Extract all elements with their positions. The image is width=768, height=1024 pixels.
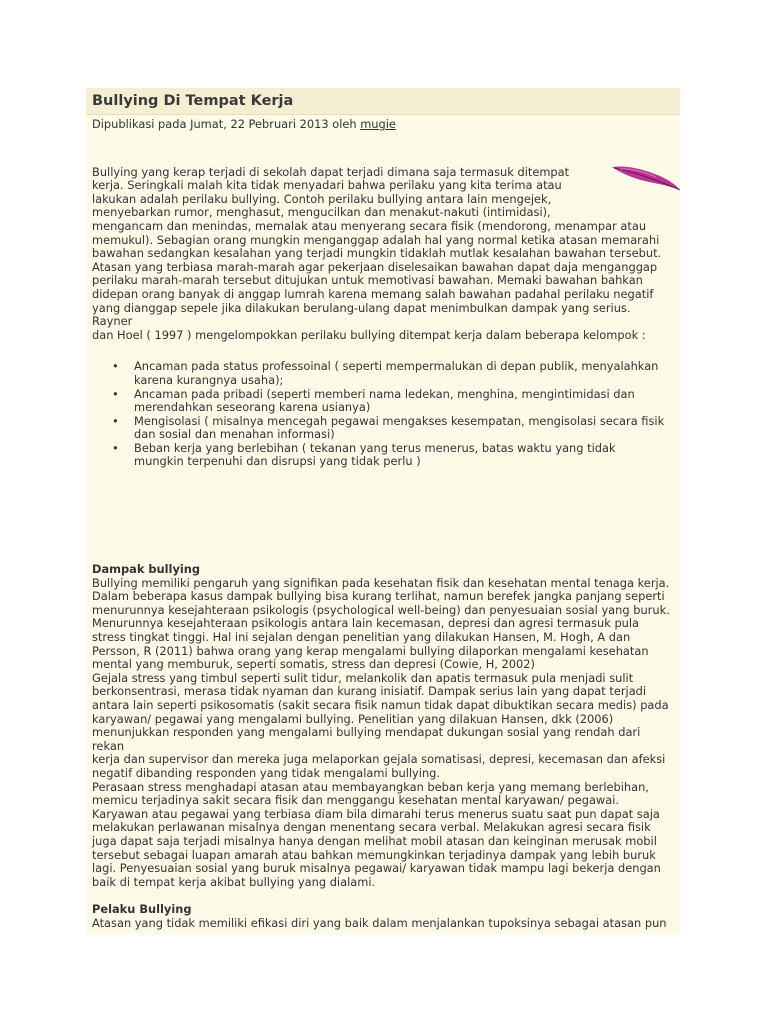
article-page: [86, 88, 680, 934]
text-line: tersebut sebagai luapan amarah atau bahkan memungkinkan terjadinya dampak yang lebih buruk: [92, 847, 656, 862]
text-line: kerja dan supervisor dan mereka juga melaporkan gejala somatisasi, depresi, kecemasan dan afeksi: [92, 752, 666, 767]
text-line: Atasan yang terbiasa marah-marah agar pekerjaan diselesaikan bawahan dapat daja menganggap: [92, 259, 658, 274]
bullet-icon: •: [112, 440, 119, 455]
article-content: [86, 118, 680, 931]
section-heading: Dampak bullying: [92, 562, 201, 577]
text-line: baik di tempat kerja akibat bullying yang dialami.: [92, 874, 376, 889]
section-dampak: [92, 563, 674, 889]
text-line: Perasaan stress menghadapi atasan atau membayangkan beban kerja yang memang berlebihan,: [92, 779, 649, 794]
section-heading: Pelaku Bullying: [92, 902, 192, 917]
text-line: Atasan yang tidak memiliki efikasi diri yang baik dalam menjalankan tupoksinya sebagai atasan pun: [92, 915, 667, 930]
text-line: menyebarkan rumor, menghasut, mengucilkan dan menakut-nakuti (intimidasi),: [92, 205, 551, 220]
text-line: stress tingkat tinggi. Hal ini sejalan dengan penelitian yang dilakukan Hansen, M. Hogh, A dan: [92, 630, 631, 645]
bullet-icon: •: [112, 386, 119, 401]
text-line: lakukan adalah perilaku bullying. Contoh perilaku bullying antara lain mengejek,: [92, 191, 552, 206]
section-body: [92, 917, 674, 931]
list-item-text: merendahkan seseorang karena usianya): [134, 400, 371, 415]
text-line: Bullying yang kerap terjadi di sekolah dapat terjadi dimana saja termasuk ditempat: [92, 164, 570, 179]
bullet-icon: •: [112, 413, 119, 428]
text-line: karyawan/ pegawai yang mengalami bullying. Penelitian yang dilakuan Hansen, dkk (2006): [92, 711, 614, 726]
text-line: perilaku marah-marah tersebut ditujukan untuk memotivasi bawahan. Memaki bawahan bahkan: [92, 273, 643, 288]
article-meta: [92, 118, 674, 132]
text-line: kerja. Seringkali malah kita tidak menyadari bahwa perilaku yang kita terima atau: [92, 178, 562, 193]
text-line: antara lain seperti psikosomatis (sakit secara fisik namun tidak dapat dibuktikan secara medis) pada: [92, 698, 669, 712]
text-line: Menurunnya kesejahteraan psikologis antara lain kecemasan, depresi dan agresi termasuk pula: [92, 616, 640, 631]
text-line: juga dapat saja terjadi misalnya hanya dengan melihat mobil atasan dan keinginan merusak mobil: [92, 833, 657, 848]
list-item-text: Beban kerja yang berlebihan ( tekanan yang terus menerus, batas waktu yang tidak: [134, 440, 616, 455]
text-line: Dalam beberapa kasus dampak bullying bisa kurang terlihat, namun berefek jangka panjang seperti: [92, 589, 665, 604]
text-line: Gejala stress yang timbul seperti sulit tidur, melankolik dan apatis termasuk pula menjadi sulit: [92, 670, 634, 685]
list-item-text: mungkin terpenuhi dan disrupsi yang tidak perlu ): [134, 454, 421, 469]
section-body: [92, 577, 674, 890]
text-line: didepan orang banyak di anggap lumrah karena memang salah bawahan padahal perilaku negatif: [92, 286, 654, 301]
text-line: melakukan perlawanan misalnya dengan menentang secara verbal. Melakukan agresi secara fisik: [92, 820, 651, 835]
section-pelaku: [92, 903, 674, 930]
author-link[interactable]: mugie: [360, 117, 396, 131]
list-item-text: dan sosial dan menahan informasi): [134, 427, 335, 442]
list-item-text: Mengisolasi ( misalnya mencegah pegawai mengakses kesempatan, mengisolasi secara fisik: [134, 413, 665, 428]
feather-icon: [610, 163, 680, 193]
list-item-text: Ancaman pada pribadi (seperti memberi nama ledekan, menghina, mengintimidasi dan: [134, 386, 635, 401]
text-line: bawahan sedangkan kesalahan yang terjadi mungkin tidaklah mutlak kesalahan bawahan tersebut.: [92, 246, 662, 261]
list-item: [112, 413, 674, 442]
text-line: yang dianggap sepele jika dilakukan berulang-ulang dapat menimbulkan dampak yang serius. Rayner: [92, 300, 631, 329]
list-item-text: Ancaman pada status professoinal ( seperti mempermalukan di depan publik, menyalahkan: [134, 359, 659, 374]
text-line: lagi. Penyesuaian sosial yang buruk misalnya pegawai/ karyawan tidak mampu lagi bekerja dengan: [92, 861, 661, 876]
text-line: Persson, R (2011) bahwa orang yang kerap mengalami bullying dilaporkan mengalami kesehatan: [92, 643, 649, 658]
list-item: [112, 386, 674, 415]
title-bar: [86, 88, 680, 115]
text-line: negatif dibanding responden yang tidak mengalami bullying.: [92, 765, 441, 780]
bullet-icon: •: [112, 359, 119, 374]
text-line: menunjukkan responden yang mengalami bullying mendapat dukungan sosial yang rendah dari rekan: [92, 725, 641, 753]
list-item: [112, 359, 674, 387]
text-line: berkonsentrasi, merasa tidak nyaman dan kurang inisiatif. Dampak serius lain yang dapat terjadi: [92, 684, 647, 699]
text-line: menurunnya kesejahteraan psikologis (psychological well-being) dan penyesuaian sosial yang buruk.: [92, 602, 670, 617]
text-line: mengancam dan menindas, memalak atau menyerang secara fisik (mendorong, menampar atau: [92, 218, 647, 233]
text-line: Bullying memiliki pengaruh yang signifikan pada kesehatan fisik dan kesehatan mental tenaga kerja.: [92, 575, 670, 590]
text-line: mental yang memburuk, seperti somatis, stress dan depresi (Cowie, H, 2002): [92, 657, 535, 672]
list-item-text: karena kurangnya usaha);: [134, 372, 284, 387]
meta-prefix: Dipublikasi pada Jumat, 22 Pebruari 2013 oleh: [92, 117, 361, 131]
text-line: memukul). Sebagian orang mungkin menganggap adalah hal yang normal ketika atasan memarahi: [92, 232, 660, 247]
text-line: memicu terjadinya sakit secara fisik dan menggangu kesehatan mental karyawan/ pegawai.: [92, 793, 620, 808]
text-line: Karyawan atau pegawai yang terbiasa diam bila dimarahi terus menerus suatu saat pun dapat saja: [92, 806, 660, 821]
text-line: dan Hoel ( 1997 ) mengelompokkan perilaku bullying ditempat kerja dalam beberapa kelompok :: [92, 327, 646, 342]
article-title: Bullying Di Tempat Kerja: [92, 93, 294, 109]
list-item: [112, 440, 674, 469]
bullet-list: [92, 360, 674, 469]
intro-paragraph: [92, 166, 674, 343]
intro-lines: [92, 166, 674, 343]
